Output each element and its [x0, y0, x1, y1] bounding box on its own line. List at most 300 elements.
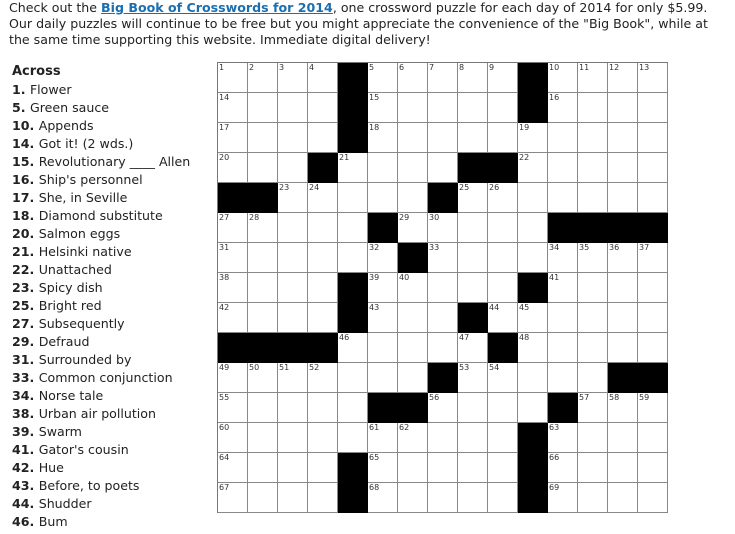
clue-item[interactable]: 33. Common conjunction: [12, 370, 173, 385]
grid-cell[interactable]: [308, 183, 338, 213]
grid-cell[interactable]: [368, 93, 398, 123]
grid-cell[interactable]: [278, 303, 308, 333]
grid-cell[interactable]: [638, 63, 668, 93]
grid-cell[interactable]: [338, 183, 368, 213]
grid-cell[interactable]: [578, 393, 608, 423]
grid-cell[interactable]: [458, 363, 488, 393]
grid-cell[interactable]: [278, 273, 308, 303]
grid-cell[interactable]: [458, 453, 488, 483]
grid-cell[interactable]: [638, 183, 668, 213]
grid-cell[interactable]: [608, 273, 638, 303]
black-square: [608, 363, 638, 393]
clue-item[interactable]: 21. Helsinki native: [12, 244, 132, 259]
cell-number: 29: [399, 213, 410, 222]
grid-cell[interactable]: [398, 303, 428, 333]
grid-cell[interactable]: [398, 363, 428, 393]
grid-cell[interactable]: [398, 63, 428, 93]
grid-cell[interactable]: [548, 63, 578, 93]
grid-cell[interactable]: [608, 153, 638, 183]
grid-cell[interactable]: [578, 63, 608, 93]
black-square: [278, 333, 308, 363]
cell-number: 42: [219, 303, 230, 312]
clue-item[interactable]: 43. Before, to poets: [12, 478, 140, 493]
grid-cell[interactable]: [398, 93, 428, 123]
grid-cell[interactable]: [488, 453, 518, 483]
clue-number: 17: [12, 190, 30, 205]
grid-cell[interactable]: [488, 483, 518, 513]
grid-cell[interactable]: [608, 183, 638, 213]
cell-number: 6: [399, 63, 405, 72]
grid-cell[interactable]: [248, 153, 278, 183]
black-square: [428, 183, 458, 213]
grid-cell[interactable]: [248, 213, 278, 243]
clue-text: Before, to poets: [38, 478, 140, 493]
grid-cell[interactable]: [248, 303, 278, 333]
cell-number: 41: [549, 273, 560, 282]
clue-text: Subsequently: [38, 316, 125, 331]
grid-cell[interactable]: [218, 393, 248, 423]
clue-item[interactable]: 46. Bum: [12, 514, 68, 529]
grid-cell[interactable]: [308, 63, 338, 93]
grid-cell[interactable]: [548, 243, 578, 273]
grid-cell[interactable]: [428, 333, 458, 363]
cell-number: 63: [549, 423, 560, 432]
grid-cell[interactable]: [308, 453, 338, 483]
grid-cell[interactable]: [308, 393, 338, 423]
grid-cell[interactable]: [368, 123, 398, 153]
grid-cell[interactable]: [368, 363, 398, 393]
grid-cell[interactable]: [248, 423, 278, 453]
clue-item[interactable]: 16. Ship's personnel: [12, 172, 143, 187]
grid-cell[interactable]: [308, 483, 338, 513]
clue-text: Ship's personnel: [38, 172, 143, 187]
grid-cell[interactable]: [248, 93, 278, 123]
clue-number: 42: [12, 460, 30, 475]
grid-cell[interactable]: [308, 423, 338, 453]
grid-cell[interactable]: [638, 303, 668, 333]
grid-cell[interactable]: [608, 423, 638, 453]
grid-cell[interactable]: [368, 483, 398, 513]
grid-cell[interactable]: [398, 423, 428, 453]
grid-cell[interactable]: [638, 393, 668, 423]
grid-cell[interactable]: [548, 153, 578, 183]
grid-cell[interactable]: [608, 303, 638, 333]
grid-cell[interactable]: [248, 363, 278, 393]
clue-number: 44: [12, 496, 30, 511]
grid-cell[interactable]: [278, 453, 308, 483]
grid-cell[interactable]: [308, 273, 338, 303]
black-square: [368, 213, 398, 243]
clue-number: 16: [12, 172, 30, 187]
grid-cell[interactable]: [458, 183, 488, 213]
cell-number: 28: [249, 213, 260, 222]
grid-cell[interactable]: [218, 483, 248, 513]
grid-cell[interactable]: [578, 273, 608, 303]
cell-number: 24: [309, 183, 320, 192]
grid-cell[interactable]: [428, 453, 458, 483]
grid-cell[interactable]: [458, 213, 488, 243]
grid-cell[interactable]: [428, 243, 458, 273]
grid-cell[interactable]: [248, 123, 278, 153]
clue-item[interactable]: 41. Gator's cousin: [12, 442, 129, 457]
clue-text: She, in Seville: [38, 190, 128, 205]
cell-number: 56: [429, 393, 440, 402]
clue-item[interactable]: 17. She, in Seville: [12, 190, 128, 205]
clue-item[interactable]: 27. Subsequently: [12, 316, 125, 331]
grid-cell[interactable]: [488, 183, 518, 213]
grid-cell[interactable]: [518, 153, 548, 183]
clue-number: 27: [12, 316, 30, 331]
grid-cell[interactable]: [368, 453, 398, 483]
grid-cell[interactable]: [488, 93, 518, 123]
clue-item[interactable]: 38. Urban air pollution: [12, 406, 156, 421]
clue-item[interactable]: 15. Revolutionary ____ Allen: [12, 154, 191, 169]
black-square: [338, 63, 368, 93]
cell-number: 46: [339, 333, 350, 342]
cell-number: 13: [639, 63, 650, 72]
grid-cell[interactable]: [338, 213, 368, 243]
grid-cell[interactable]: [608, 63, 638, 93]
grid-cell[interactable]: [518, 123, 548, 153]
across-heading: Across: [12, 64, 61, 79]
black-square: [518, 423, 548, 453]
cell-number: 52: [309, 363, 320, 372]
black-square: [338, 93, 368, 123]
clue-item[interactable]: 42. Hue: [12, 460, 64, 475]
grid-cell[interactable]: [488, 363, 518, 393]
clue-item[interactable]: 10. Appends: [12, 118, 94, 133]
clue-text: Diamond substitute: [38, 208, 163, 223]
grid-cell[interactable]: [548, 183, 578, 213]
grid-cell[interactable]: [218, 243, 248, 273]
grid-cell[interactable]: [428, 153, 458, 183]
grid-cell[interactable]: [278, 63, 308, 93]
grid-cell[interactable]: [368, 423, 398, 453]
grid-cell[interactable]: [608, 123, 638, 153]
grid-cell[interactable]: [578, 363, 608, 393]
grid-cell[interactable]: [218, 273, 248, 303]
grid-cell[interactable]: [218, 63, 248, 93]
grid-cell[interactable]: [608, 333, 638, 363]
grid-cell[interactable]: [488, 213, 518, 243]
black-square: [518, 453, 548, 483]
grid-cell[interactable]: [218, 363, 248, 393]
grid-cell[interactable]: [368, 303, 398, 333]
grid-cell[interactable]: [338, 243, 368, 273]
clue-number: 18: [12, 208, 30, 223]
clue-item[interactable]: 25. Bright red: [12, 298, 102, 313]
cell-number: 3: [279, 63, 285, 72]
black-square: [368, 393, 398, 423]
grid-cell[interactable]: [398, 123, 428, 153]
grid-cell[interactable]: [608, 243, 638, 273]
grid-cell[interactable]: [488, 273, 518, 303]
grid-cell[interactable]: [308, 123, 338, 153]
grid-cell[interactable]: [458, 423, 488, 453]
clue-item[interactable]: 1. Flower: [12, 82, 72, 97]
grid-cell[interactable]: [458, 333, 488, 363]
clue-text: Salmon eggs: [38, 226, 121, 241]
grid-cell[interactable]: [488, 63, 518, 93]
cell-number: 55: [219, 393, 230, 402]
grid-cell[interactable]: [548, 303, 578, 333]
grid-cell[interactable]: [548, 483, 578, 513]
clue-number: 21: [12, 244, 30, 259]
grid-cell[interactable]: [548, 453, 578, 483]
grid-cell[interactable]: [578, 93, 608, 123]
grid-cell[interactable]: [368, 333, 398, 363]
grid-cell[interactable]: [368, 63, 398, 93]
grid-cell[interactable]: [608, 393, 638, 423]
grid-cell[interactable]: [338, 363, 368, 393]
clue-text: Gator's cousin: [38, 442, 129, 457]
grid-cell[interactable]: [278, 183, 308, 213]
grid-cell[interactable]: [248, 273, 278, 303]
cell-number: 19: [519, 123, 530, 132]
big-book-link[interactable]: Big Book of Crosswords for 2014: [101, 0, 333, 15]
grid-cell[interactable]: [308, 243, 338, 273]
grid-cell[interactable]: [248, 243, 278, 273]
grid-cell[interactable]: [248, 63, 278, 93]
grid-cell[interactable]: [428, 423, 458, 453]
grid-cell[interactable]: [308, 93, 338, 123]
black-square: [638, 213, 668, 243]
clue-item[interactable]: 20. Salmon eggs: [12, 226, 121, 241]
grid-cell[interactable]: [488, 123, 518, 153]
grid-cell[interactable]: [278, 123, 308, 153]
grid-cell[interactable]: [398, 273, 428, 303]
grid-cell[interactable]: [578, 453, 608, 483]
cell-number: 39: [369, 273, 380, 282]
cell-number: 30: [429, 213, 440, 222]
clue-number: 10: [12, 118, 30, 133]
grid-cell[interactable]: [458, 123, 488, 153]
grid-cell[interactable]: [548, 333, 578, 363]
grid-cell[interactable]: [398, 153, 428, 183]
black-square: [638, 363, 668, 393]
grid-cell[interactable]: [578, 303, 608, 333]
grid-cell[interactable]: [248, 393, 278, 423]
grid-cell[interactable]: [398, 183, 428, 213]
grid-cell[interactable]: [578, 423, 608, 453]
grid-cell[interactable]: [458, 393, 488, 423]
clue-item[interactable]: 44. Shudder: [12, 496, 92, 511]
clue-text: Green sauce: [29, 100, 110, 115]
grid-cell[interactable]: [428, 393, 458, 423]
grid-cell[interactable]: [218, 123, 248, 153]
grid-cell[interactable]: [638, 483, 668, 513]
grid-cell[interactable]: [338, 153, 368, 183]
cell-number: 12: [609, 63, 620, 72]
grid-cell[interactable]: [218, 153, 248, 183]
intro-paragraph: [9, 0, 725, 48]
clue-item[interactable]: 22. Unattached: [12, 262, 112, 277]
grid-cell[interactable]: [548, 423, 578, 453]
grid-cell[interactable]: [518, 303, 548, 333]
cell-number: 57: [579, 393, 590, 402]
grid-cell[interactable]: [338, 423, 368, 453]
grid-cell[interactable]: [548, 123, 578, 153]
black-square: [308, 333, 338, 363]
grid-cell[interactable]: [278, 393, 308, 423]
grid-cell[interactable]: [368, 183, 398, 213]
grid-cell[interactable]: [278, 483, 308, 513]
grid-cell[interactable]: [398, 483, 428, 513]
clue-text: Appends: [38, 118, 94, 133]
grid-cell[interactable]: [458, 63, 488, 93]
grid-cell[interactable]: [488, 393, 518, 423]
black-square: [548, 393, 578, 423]
grid-cell[interactable]: [488, 423, 518, 453]
grid-cell[interactable]: [458, 483, 488, 513]
grid-cell[interactable]: [548, 363, 578, 393]
cell-number: 27: [219, 213, 230, 222]
grid-cell[interactable]: [518, 213, 548, 243]
grid-cell[interactable]: [278, 213, 308, 243]
black-square: [518, 93, 548, 123]
grid-cell[interactable]: [578, 153, 608, 183]
grid-cell[interactable]: [278, 423, 308, 453]
grid-cell[interactable]: [638, 93, 668, 123]
grid-cell[interactable]: [398, 333, 428, 363]
clue-item[interactable]: 39. Swarm: [12, 424, 82, 439]
grid-cell[interactable]: [338, 333, 368, 363]
cell-number: 59: [639, 393, 650, 402]
grid-cell[interactable]: [368, 243, 398, 273]
grid-cell[interactable]: [308, 363, 338, 393]
grid-cell[interactable]: [428, 303, 458, 333]
cell-number: 44: [489, 303, 500, 312]
clue-item[interactable]: 14. Got it! (2 wds.): [12, 136, 134, 151]
cell-number: 38: [219, 273, 230, 282]
grid-cell[interactable]: [458, 273, 488, 303]
cell-number: 20: [219, 153, 230, 162]
cell-number: 7: [429, 63, 435, 72]
clue-item[interactable]: 34. Norse tale: [12, 388, 104, 403]
cell-number: 14: [219, 93, 230, 102]
grid-cell[interactable]: [278, 153, 308, 183]
grid-cell[interactable]: [578, 483, 608, 513]
grid-cell[interactable]: [638, 123, 668, 153]
grid-cell[interactable]: [278, 93, 308, 123]
grid-cell[interactable]: [218, 303, 248, 333]
grid-cell[interactable]: [398, 213, 428, 243]
black-square: [248, 183, 278, 213]
grid-cell[interactable]: [548, 93, 578, 123]
grid-cell[interactable]: [458, 243, 488, 273]
grid-cell[interactable]: [518, 333, 548, 363]
grid-cell[interactable]: [338, 393, 368, 423]
grid-cell[interactable]: [518, 243, 548, 273]
grid-cell[interactable]: [428, 63, 458, 93]
black-square: [518, 63, 548, 93]
grid-cell[interactable]: [308, 303, 338, 333]
grid-cell[interactable]: [248, 453, 278, 483]
cell-number: 51: [279, 363, 290, 372]
clue-text: Got it! (2 wds.): [38, 136, 134, 151]
black-square: [308, 153, 338, 183]
grid-cell[interactable]: [578, 333, 608, 363]
black-square: [338, 303, 368, 333]
clue-item[interactable]: 23. Spicy dish: [12, 280, 103, 295]
clue-number: 5: [12, 100, 21, 115]
grid-cell[interactable]: [638, 273, 668, 303]
clue-number: 15: [12, 154, 30, 169]
grid-cell[interactable]: [608, 483, 638, 513]
grid-cell[interactable]: [368, 273, 398, 303]
cell-number: 36: [609, 243, 620, 252]
grid-cell[interactable]: [638, 153, 668, 183]
grid-cell[interactable]: [488, 303, 518, 333]
black-square: [338, 453, 368, 483]
clue-number: 23: [12, 280, 30, 295]
clue-number: 1: [12, 82, 21, 97]
clue-item[interactable]: 18. Diamond substitute: [12, 208, 163, 223]
cell-number: 33: [429, 243, 440, 252]
black-square: [218, 333, 248, 363]
cell-number: 64: [219, 453, 230, 462]
grid-cell[interactable]: [428, 213, 458, 243]
clue-number: 33: [12, 370, 30, 385]
clue-item[interactable]: 29. Defraud: [12, 334, 90, 349]
grid-cell[interactable]: [488, 243, 518, 273]
grid-cell[interactable]: [548, 273, 578, 303]
clue-item[interactable]: 5. Green sauce: [12, 100, 110, 115]
grid-cell[interactable]: [608, 93, 638, 123]
grid-cell[interactable]: [638, 453, 668, 483]
grid-cell[interactable]: [518, 183, 548, 213]
grid-cell[interactable]: [608, 453, 638, 483]
grid-cell[interactable]: [398, 453, 428, 483]
black-square: [398, 243, 428, 273]
clue-item[interactable]: 31. Surrounded by: [12, 352, 132, 367]
grid-cell[interactable]: [578, 123, 608, 153]
cell-number: 37: [639, 243, 650, 252]
grid-cell[interactable]: [578, 183, 608, 213]
grid-cell[interactable]: [218, 93, 248, 123]
clue-number: 22: [12, 262, 30, 277]
grid-cell[interactable]: [428, 123, 458, 153]
cell-number: 61: [369, 423, 380, 432]
grid-cell[interactable]: [248, 483, 278, 513]
grid-cell[interactable]: [218, 423, 248, 453]
grid-cell[interactable]: [428, 273, 458, 303]
cell-number: 69: [549, 483, 560, 492]
grid-cell[interactable]: [428, 483, 458, 513]
grid-cell[interactable]: [368, 153, 398, 183]
grid-cell[interactable]: [578, 243, 608, 273]
grid-cell[interactable]: [218, 453, 248, 483]
clue-number: 39: [12, 424, 30, 439]
grid-cell[interactable]: [278, 363, 308, 393]
black-square: [338, 123, 368, 153]
grid-cell[interactable]: [518, 393, 548, 423]
grid-cell[interactable]: [638, 423, 668, 453]
grid-cell[interactable]: [458, 93, 488, 123]
grid-cell[interactable]: [218, 213, 248, 243]
clue-number: 43: [12, 478, 30, 493]
grid-cell[interactable]: [638, 243, 668, 273]
grid-cell[interactable]: [308, 213, 338, 243]
grid-cell[interactable]: [428, 93, 458, 123]
grid-cell[interactable]: [278, 243, 308, 273]
cell-number: 68: [369, 483, 380, 492]
grid-cell[interactable]: [638, 333, 668, 363]
cell-number: 15: [369, 93, 380, 102]
clue-text: Helsinki native: [38, 244, 132, 259]
black-square: [578, 213, 608, 243]
grid-cell[interactable]: [518, 363, 548, 393]
